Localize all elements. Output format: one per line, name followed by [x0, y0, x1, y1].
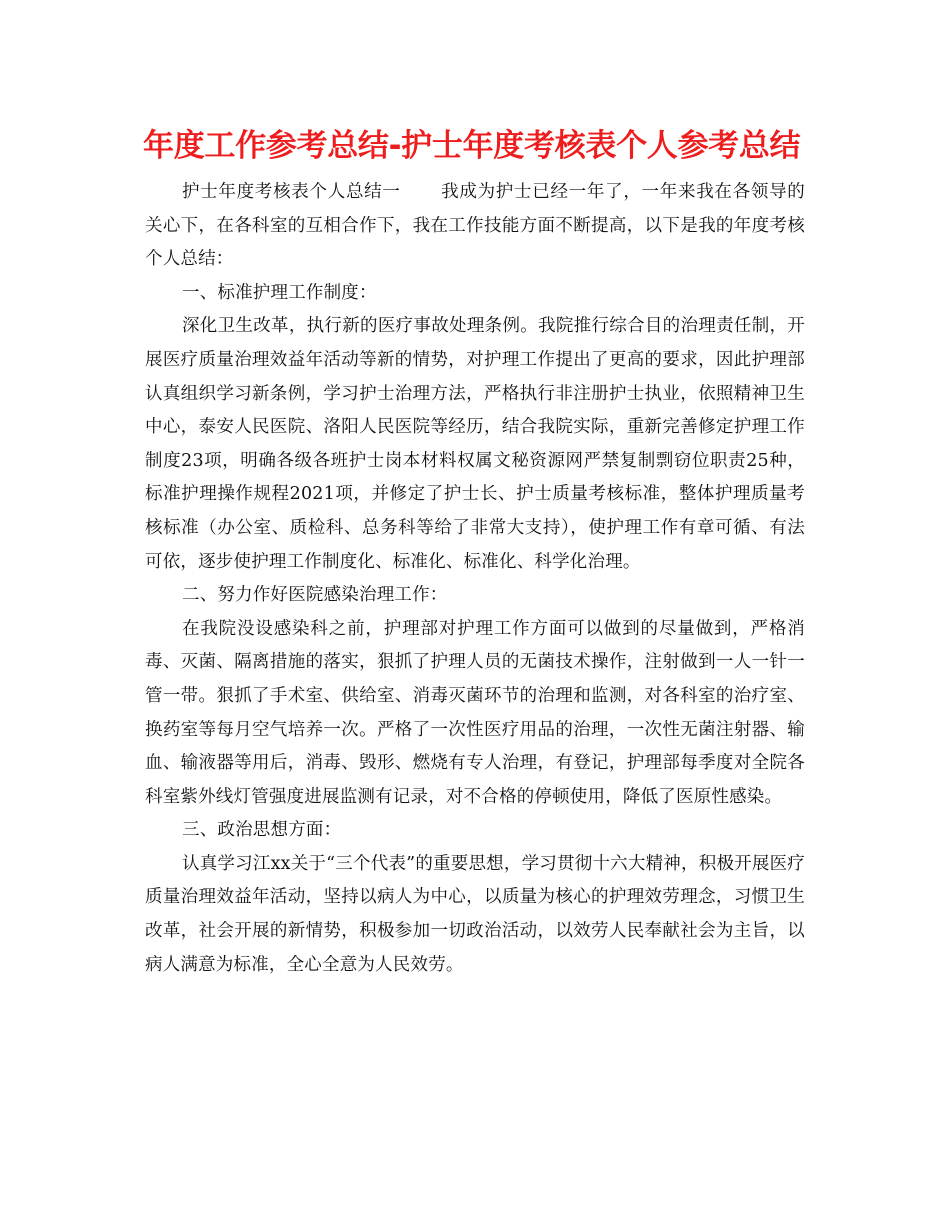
section-2-heading: 二、努力作好医院感染治理工作：	[182, 585, 448, 606]
section-3-body: 认真学习江xx关于“三个代表”的重要思想，学习贯彻十六大精神，积极开展医疗质量治理效益年活动，坚持以病人为中心，以质量为核心的护理效劳理念，习惯卫生改革，社会开展的新情势，积极参加一切政治活动，以效劳人民奉献社会为主旨，以病人满意为标准，全心全意为人民效劳。	[145, 853, 805, 975]
section-1-heading: 一、标准护理工作制度：	[182, 282, 377, 303]
document-title: 年度工作参考总结-护士年度考核表个人参考总结	[143, 128, 801, 164]
intro-paragraph	[145, 176, 805, 277]
intro-label: 护士年度考核表个人总结一	[182, 182, 401, 202]
intro-text: 我成为护士已经一年了，一年来我在各领导的关心下，在各科室的互相合作下，我在工作技能方面不断提高，以下是我的年度考核个人总结：	[145, 182, 805, 270]
section-1-body: 深化卫生改革，执行新的医疗事故处理条例。我院推行综合目的治理责任制，开展医疗质量治理效益年活动等新的情势，对护理工作提出了更高的要求，因此护理部认真组织学习新条例，学习护士治理方法，严格执行非注册护士执业，依照精神卫生中心，泰安人民医院、洛阳人民医院等经历，结合我院实际，重新完善修定护理工作制度23项，明确各级各班护士岗本材料权属文秘资源网严禁复制剽窃位职责25种，标准护理操作规程2021项，并修定了护士长、护士质量考核标准，整体护理质量考核标准（办公室、质检科、总务科等给了非常大支持），使护理工作有章可循、有法可依，逐步使护理工作制度化、标准化、标准化、科学化治理。	[145, 316, 805, 572]
section-2-body: 在我院没设感染科之前，护理部对护理工作方面可以做到的尽量做到，严格消毒、灭菌、隔离措施的落实，狠抓了护理人员的无菌技术操作，注射做到一人一针一管一带。狠抓了手术室、供给室、消毒灭菌环节的治理和监测，对各科室的治疗室、换药室等每月空气培养一次。严格了一次性医疗用品的治理，一次性无菌注射器、输血、输液器等用后，消毒、毁形、燃烧有专人治理，有登记，护理部每季度对全院各科室紫外线灯管强度进展监测有记录，对不合格的停顿使用，降低了医原性感染。	[145, 618, 805, 807]
document-page	[145, 122, 805, 982]
section-3-heading: 三、政治思想方面：	[182, 820, 342, 841]
